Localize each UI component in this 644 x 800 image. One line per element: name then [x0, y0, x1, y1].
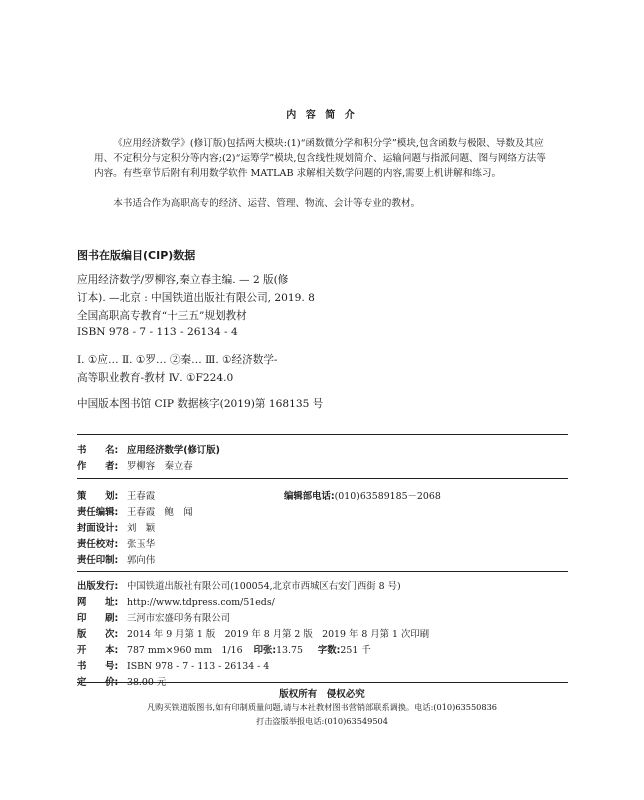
editorial-phone-value: (010)63589185－2068 [334, 491, 441, 502]
summary-paragraph: 《应用经济数学》(修订版)包括两大模块:(1)“函数微分学和积分学”模块,包含函数与极限、导数及其应用、不定积分与定积分等内容;(2)“运筹学”模块,包含线性规划简介、运输问题与指派问题、图与网络方法等内容。有些章节后附有利用数学软件 MATLAB 求解相关数学问题的内容,需要上机讲解和练习。 [94, 138, 546, 179]
sheets-value: 13.75 [276, 645, 303, 656]
cip-classification-line: Ⅰ. ①应… Ⅱ. ①罗… ②秦… Ⅲ. ①经济数学- [77, 354, 278, 366]
price-value: 38.00 元 [127, 677, 167, 688]
isbn-row [77, 658, 269, 672]
planner-value: 王春霞 [127, 491, 156, 502]
copyright-notice: 版权所有 侵权必究 [279, 689, 365, 700]
editorial-phone-label: 编辑部电话: [284, 491, 335, 502]
summary-paragraph-audience: 本书适合作为高职高专的经济、运营、管理、物流、会计等专业的教材。 [113, 198, 421, 209]
format-value: 787 mm×960 mm 1/16 [127, 645, 243, 656]
author-label: 作 者: [77, 461, 119, 472]
printer-row [77, 610, 230, 624]
planner-row [77, 488, 155, 502]
cip-classification-line: 高等职业教育-教材 Ⅳ. ①F224.0 [77, 372, 234, 384]
cip-line: 全国高职高专教育“十三五”规划教材 [77, 310, 247, 322]
divider [77, 682, 568, 683]
format-row [77, 642, 371, 656]
isbn-label: 书 号: [77, 661, 119, 672]
word-count-label: 字数: [317, 645, 341, 656]
website-value: http://www.tdpress.com/51eds/ [127, 597, 275, 608]
sheets-label: 印张: [253, 645, 277, 656]
author-value: 罗柳容 秦立春 [127, 461, 193, 472]
price-label: 定 价: [77, 677, 119, 688]
cover-designer-label: 封面设计: [77, 523, 119, 534]
divider [77, 478, 568, 479]
website-label: 网 址: [77, 597, 119, 608]
book-title-row [77, 442, 220, 456]
print-supervisor-value: 郭向伟 [127, 555, 156, 566]
printer-label: 印 刷: [77, 613, 119, 624]
editor-row [77, 504, 193, 518]
publisher-label: 出版发行: [77, 581, 119, 592]
cover-designer-row [77, 520, 155, 534]
proofreader-value: 张玉华 [127, 539, 156, 550]
cip-line: 应用经济数学/罗柳容,秦立春主编. — 2 版(修 [77, 274, 289, 286]
divider [77, 434, 568, 435]
cip-isbn-line: ISBN 978 - 7 - 113 - 26134 - 4 [77, 326, 238, 338]
format-label: 开 本: [77, 645, 119, 656]
summary-title: 内 容 简 介 [286, 110, 358, 121]
author-row [77, 458, 193, 472]
quality-notice: 凡购买铁道版图书,如有印制质量问题,请与本社教材图书营销部联系调换。电话:(010)63550836 [146, 702, 498, 712]
proofreader-label: 责任校对: [77, 539, 119, 550]
cip-record-number: 中国版本图书馆 CIP 数据核字(2019)第 168135 号 [77, 398, 324, 410]
piracy-hotline: 打击盗版举报电话:(010)63549504 [256, 716, 388, 726]
website-row [77, 594, 275, 608]
edition-value: 2014 年 9 月第 1 版 2019 年 8 月第 2 版 2019 年 8 月第 1 次印刷 [127, 629, 430, 640]
edition-label: 版 次: [77, 629, 119, 640]
cover-designer-value: 刘 颖 [127, 523, 156, 534]
word-count-value: 251 千 [340, 645, 371, 656]
editorial-phone-row [284, 488, 441, 502]
printer-value: 三河市宏盛印务有限公司 [127, 613, 231, 624]
planner-label: 策 划: [77, 491, 119, 502]
isbn-value: ISBN 978 - 7 - 113 - 26134 - 4 [127, 661, 270, 672]
editor-label: 责任编辑: [77, 507, 119, 518]
book-title-label: 书 名: [77, 445, 119, 456]
book-title-value: 应用经济数学(修订版) [127, 445, 220, 456]
cip-line: 订本). —北京 : 中国铁道出版社有限公司, 2019. 8 [77, 292, 315, 304]
print-supervisor-label: 责任印制: [77, 555, 119, 566]
publisher-value: 中国铁道出版社有限公司(100054,北京市西城区右安门西街 8 号) [127, 581, 401, 592]
print-supervisor-row [77, 552, 155, 566]
cip-heading: 图书在版编目(CIP)数据 [77, 249, 196, 262]
proofreader-row [77, 536, 155, 550]
publisher-row [77, 578, 401, 592]
edition-row [77, 626, 429, 640]
editor-value: 王春霞 鲍 闻 [127, 507, 193, 518]
divider [77, 571, 568, 572]
